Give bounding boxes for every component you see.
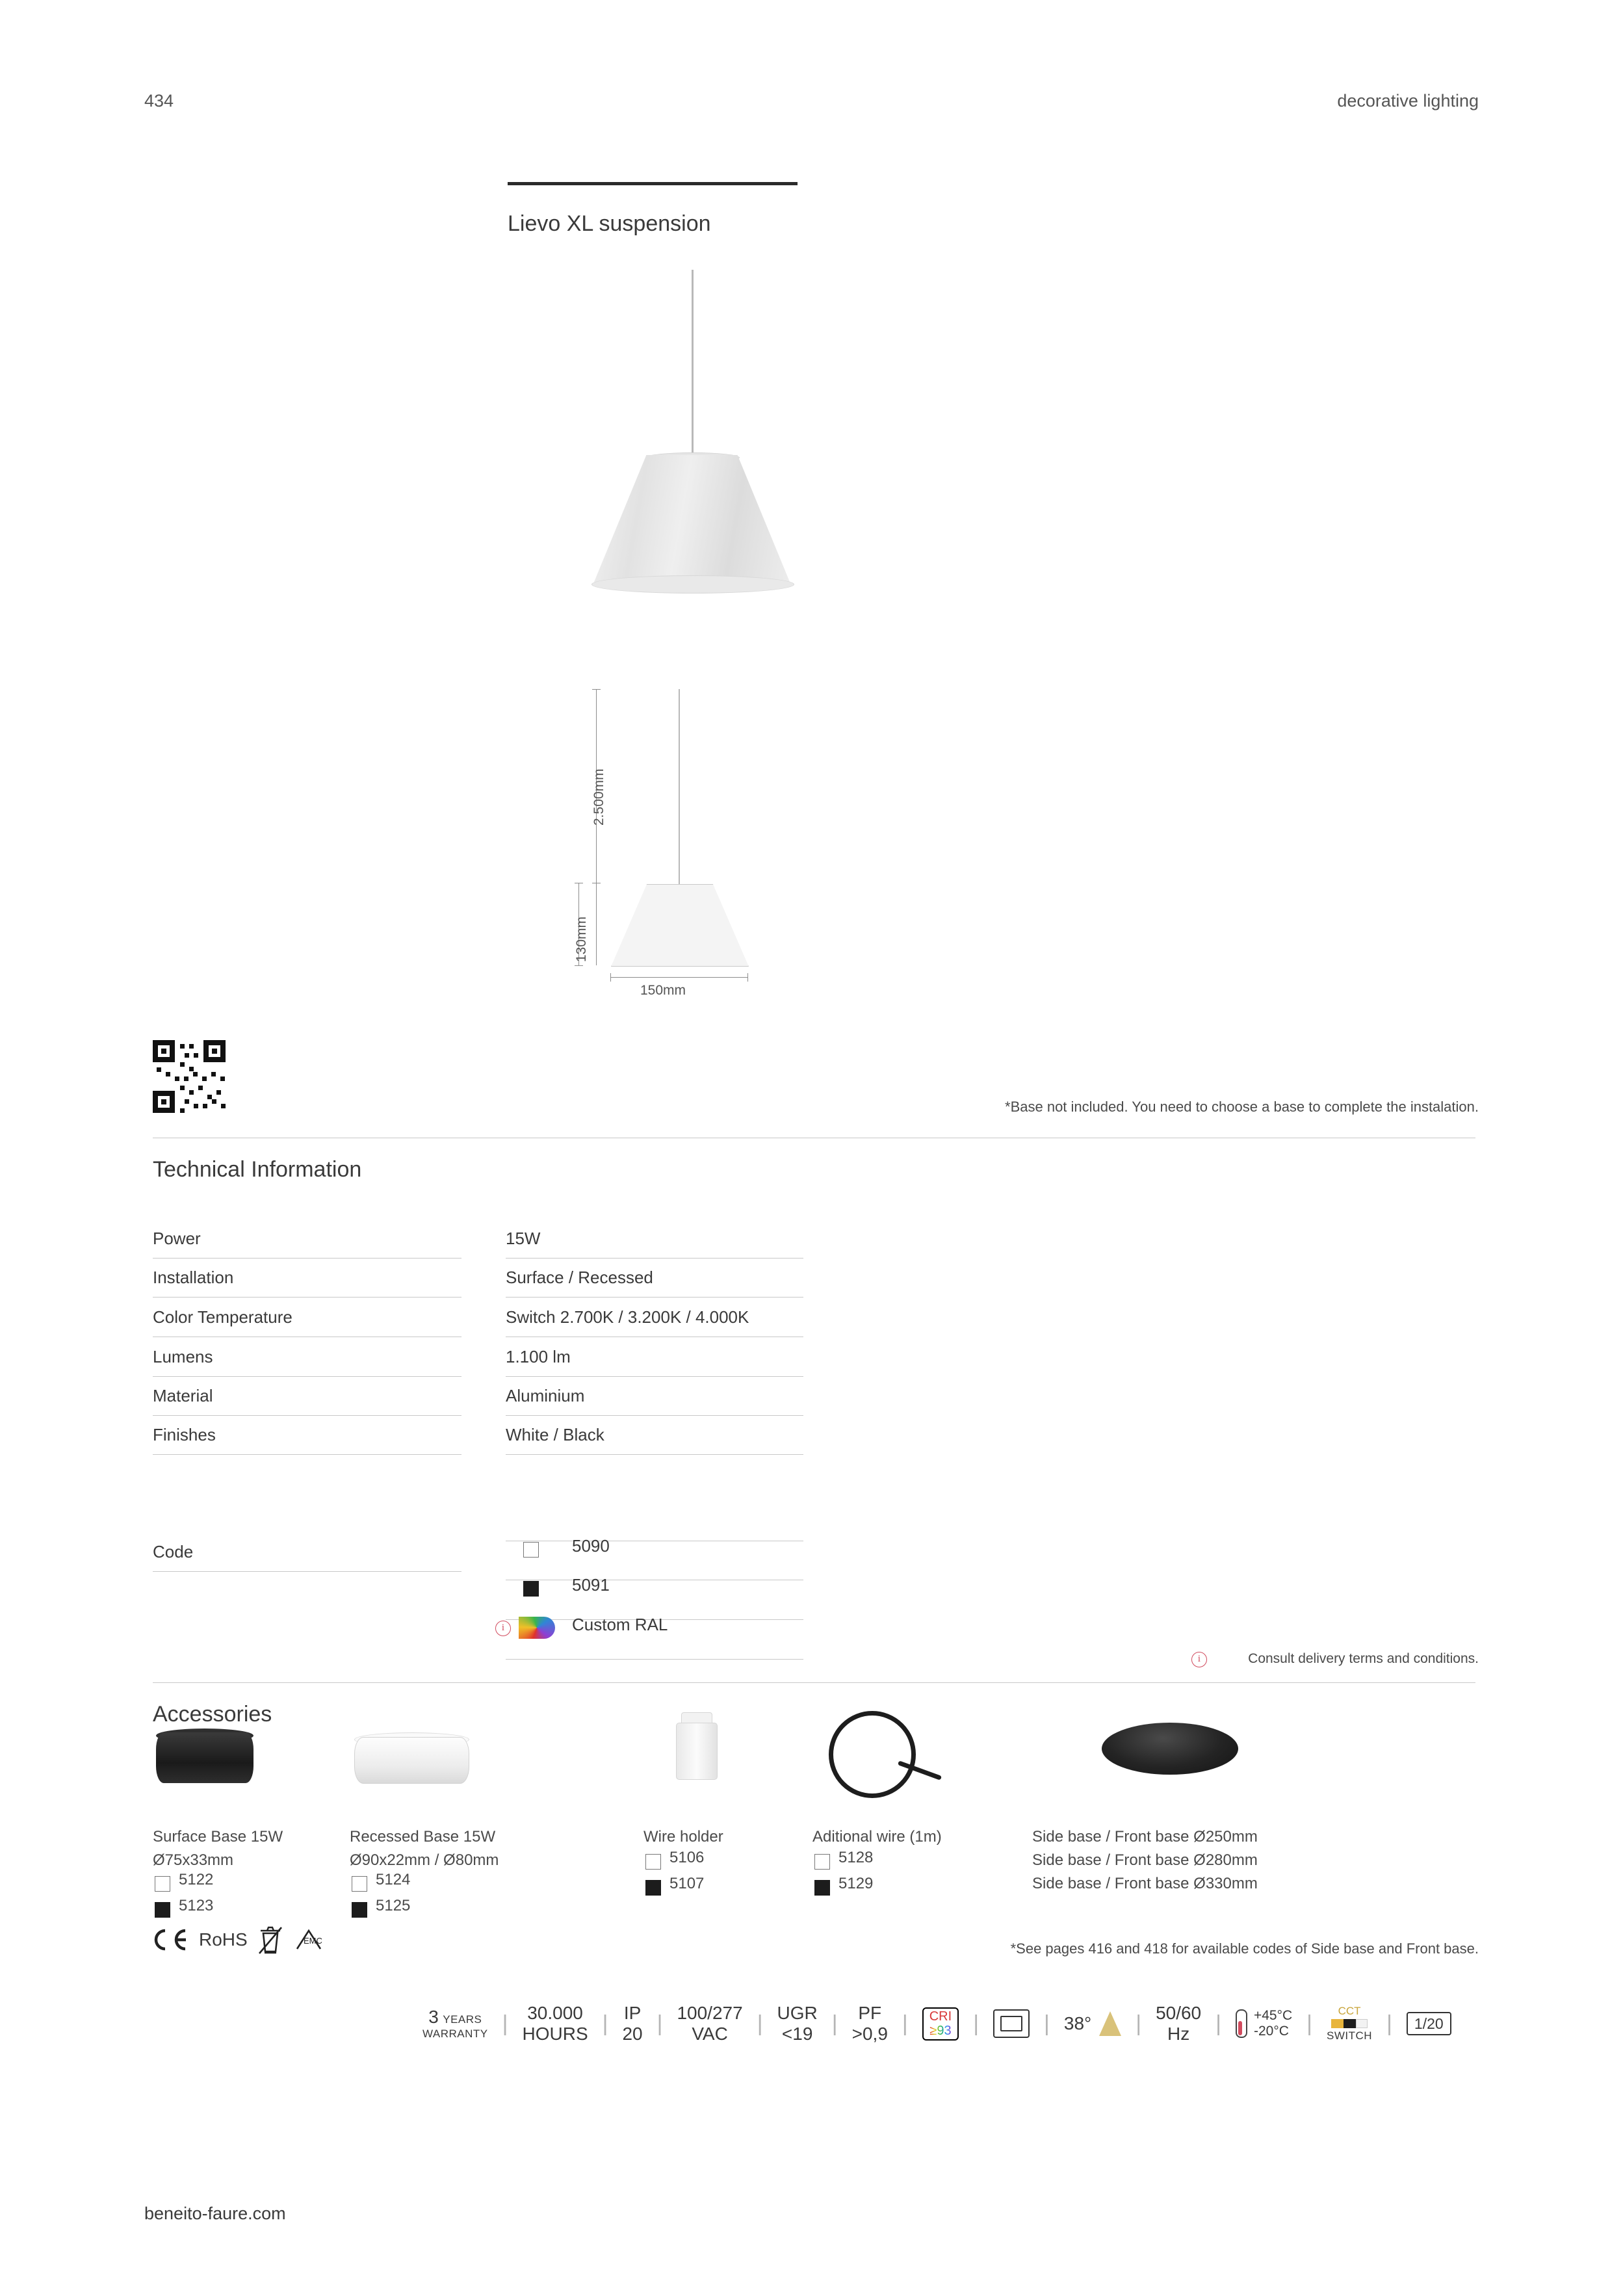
svg-text:EMC: EMC — [303, 1936, 322, 1946]
product-photo — [585, 270, 799, 595]
accessory-name-wire-holder: Wire holder — [643, 1828, 723, 1846]
see-pages-note: *See pages 416 and 418 for available codes of Side base and Front base. — [1010, 1940, 1479, 1957]
rohs-label: RoHS — [199, 1929, 248, 1950]
code-value-custom-ral: Custom RAL — [572, 1615, 668, 1634]
warranty-label: WARRANTY — [422, 2028, 488, 2041]
shade-height-dimension-label: 130mm — [574, 916, 589, 962]
hours-label: HOURS — [522, 2024, 588, 2044]
accessory-code-5123: 5123 — [179, 1897, 214, 1914]
tech-value-material: Aluminium — [506, 1386, 585, 1405]
spec-frequency — [1143, 2003, 1214, 2044]
warranty-years: 3 — [428, 2007, 439, 2028]
cri-box — [922, 2007, 959, 2041]
spec-temperature — [1223, 2008, 1305, 2039]
page-category: decorative lighting — [1337, 91, 1479, 111]
beam-angle-value: 38° — [1063, 2013, 1092, 2033]
separator: | — [902, 2011, 908, 2036]
accessory-code-5124: 5124 — [376, 1871, 411, 1888]
accessory-name-recessed-base: Recessed Base 15W — [350, 1828, 496, 1846]
accessory-name-surface-base: Surface Base 15W — [153, 1828, 283, 1846]
separator: | — [1044, 2011, 1050, 2036]
code-value-5090: 5090 — [572, 1536, 610, 1556]
accessory-code-5107: 5107 — [669, 1875, 705, 1892]
ce-mark-icon — [149, 1927, 190, 1953]
swatch-white-5128[interactable] — [814, 1854, 830, 1870]
accessory-code-5122: 5122 — [179, 1871, 214, 1888]
spec-cri — [909, 2007, 972, 2041]
thermometer-icon — [1236, 2009, 1247, 2038]
info-icon-custom-ral[interactable]: i — [495, 1621, 511, 1636]
accessory-code-5125: 5125 — [376, 1897, 411, 1914]
base-not-included-note: *Base not included. You need to choose a base to complete the instalation. — [1005, 1099, 1479, 1115]
separator: | — [1386, 2011, 1392, 2036]
beam-angle-icon — [1099, 2011, 1121, 2036]
tech-value-lumens: 1.100 lm — [506, 1347, 571, 1366]
swatch-white-5090[interactable] — [523, 1542, 539, 1558]
spec-protection-class — [980, 2009, 1043, 2038]
separator: | — [1306, 2011, 1313, 2036]
separator: | — [656, 2011, 663, 2036]
cri-value: ≥93 — [929, 2023, 952, 2038]
accessory-code-5106: 5106 — [669, 1849, 705, 1866]
spec-voltage — [664, 2003, 755, 2044]
accessory-spec-surface-base: Ø75x33mm — [153, 1851, 234, 1869]
pf-value: >0,9 — [851, 2024, 888, 2044]
accessory-code-5129: 5129 — [838, 1875, 874, 1892]
product-title: Lievo XL suspension — [508, 211, 711, 236]
drawing-shade — [611, 884, 749, 967]
dimension-drawing — [572, 689, 786, 998]
accessory-spec-recessed-base: Ø90x22mm / Ø80mm — [350, 1851, 499, 1869]
emc-mark-icon — [293, 1927, 331, 1953]
accessory-code-5128: 5128 — [838, 1849, 874, 1866]
temp-min: -20°C — [1253, 2024, 1289, 2039]
tech-label-finishes: Finishes — [153, 1425, 216, 1444]
swatch-black-5125[interactable] — [352, 1902, 367, 1918]
side-base-image — [1102, 1723, 1238, 1775]
separator: | — [757, 2011, 763, 2036]
swatch-black-5123[interactable] — [155, 1902, 170, 1918]
qr-code[interactable] — [153, 1040, 226, 1113]
tech-label-material: Material — [153, 1386, 213, 1405]
height-dimension-label: 2.500mm — [591, 768, 606, 826]
wire-holder-image — [676, 1723, 718, 1780]
technical-information-title: Technical Information — [153, 1157, 362, 1182]
voltage-unit: VAC — [692, 2024, 728, 2044]
hours-value: 30.000 — [527, 2002, 583, 2023]
ip-label: IP — [623, 2002, 642, 2023]
weee-bin-icon — [257, 1924, 284, 1955]
pendant-cord — [692, 270, 694, 455]
swatch-white-5106[interactable] — [645, 1854, 661, 1870]
tech-label-installation: Installation — [153, 1268, 234, 1287]
spec-ip — [609, 2003, 655, 2044]
ip-value: 20 — [622, 2024, 643, 2044]
swatch-black-5091[interactable] — [523, 1581, 539, 1597]
separator: | — [602, 2011, 608, 2036]
ugr-label: UGR — [777, 2002, 818, 2023]
code-value-5091: 5091 — [572, 1575, 610, 1595]
spec-pf — [839, 2003, 901, 2044]
width-dimension-label: 150mm — [640, 983, 686, 998]
cct-bar-icon — [1331, 2019, 1368, 2028]
title-rule — [508, 182, 798, 185]
tech-value-power: 15W — [506, 1229, 541, 1248]
spec-hours — [510, 2003, 601, 2044]
spec-beam-angle — [1051, 2011, 1134, 2036]
accessory-name-additional-wire: Aditional wire (1m) — [812, 1828, 942, 1846]
separator: | — [973, 2011, 980, 2036]
accessory-name-side-base-330: Side base / Front base Ø330mm — [1032, 1875, 1258, 1892]
surface-base-image — [156, 1732, 253, 1783]
certification-row — [149, 1924, 331, 1955]
swatch-black-5107[interactable] — [645, 1880, 661, 1896]
spec-packing — [1394, 2012, 1464, 2035]
swatch-black-5129[interactable] — [814, 1880, 830, 1896]
info-icon-consult[interactable]: i — [1191, 1652, 1207, 1667]
class-ii-icon — [993, 2009, 1030, 2038]
tech-label-code: Code — [153, 1542, 194, 1561]
tech-label-lumens: Lumens — [153, 1347, 213, 1366]
cct-label: CCT — [1338, 2005, 1361, 2018]
consult-terms-note: Consult delivery terms and conditions. — [1248, 1651, 1479, 1666]
shade-bottom-ring — [591, 575, 794, 594]
spec-cct-switch — [1314, 2005, 1385, 2042]
warranty-years-unit: YEARS — [443, 2013, 482, 2026]
cri-label: CRI — [929, 2009, 952, 2024]
additional-wire-image — [829, 1711, 916, 1798]
frequency-value: 50/60 — [1156, 2002, 1202, 2023]
cct-switch-label: SWITCH — [1327, 2029, 1373, 2042]
separator: | — [1136, 2011, 1142, 2036]
spec-warranty — [409, 2007, 501, 2041]
tech-label-color-temperature: Color Temperature — [153, 1307, 292, 1327]
tech-value-installation: Surface / Recessed — [506, 1268, 653, 1287]
swatch-white-5124[interactable] — [352, 1876, 367, 1892]
separator: | — [831, 2011, 838, 2036]
footer-website[interactable]: beneito-faure.com — [144, 2204, 286, 2223]
drawing-cord — [679, 689, 680, 884]
recessed-base-image — [354, 1737, 469, 1784]
tech-value-color-temperature: Switch 2.700K / 3.200K / 4.000K — [506, 1307, 749, 1327]
page-number: 434 — [144, 91, 174, 111]
tech-value-finishes: White / Black — [506, 1425, 604, 1444]
accessories-title: Accessories — [153, 1702, 272, 1727]
separator: | — [502, 2011, 508, 2036]
spec-ugr — [764, 2003, 831, 2044]
tech-label-power: Power — [153, 1229, 201, 1248]
pf-label: PF — [858, 2002, 882, 2023]
ugr-value: <19 — [781, 2024, 813, 2044]
temp-max: +45°C — [1253, 2007, 1293, 2023]
accessory-name-side-base-250: Side base / Front base Ø250mm — [1032, 1828, 1258, 1846]
spec-strip — [409, 1996, 1464, 2052]
packing-value: 1/20 — [1407, 2012, 1451, 2035]
accessory-name-side-base-280: Side base / Front base Ø280mm — [1032, 1851, 1258, 1869]
lamp-shade — [593, 455, 791, 585]
frequency-unit: Hz — [1167, 2024, 1190, 2044]
ral-color-wheel-icon[interactable] — [519, 1617, 555, 1639]
separator: | — [1215, 2011, 1221, 2036]
swatch-white-5122[interactable] — [155, 1876, 170, 1892]
voltage-value: 100/277 — [677, 2002, 743, 2023]
